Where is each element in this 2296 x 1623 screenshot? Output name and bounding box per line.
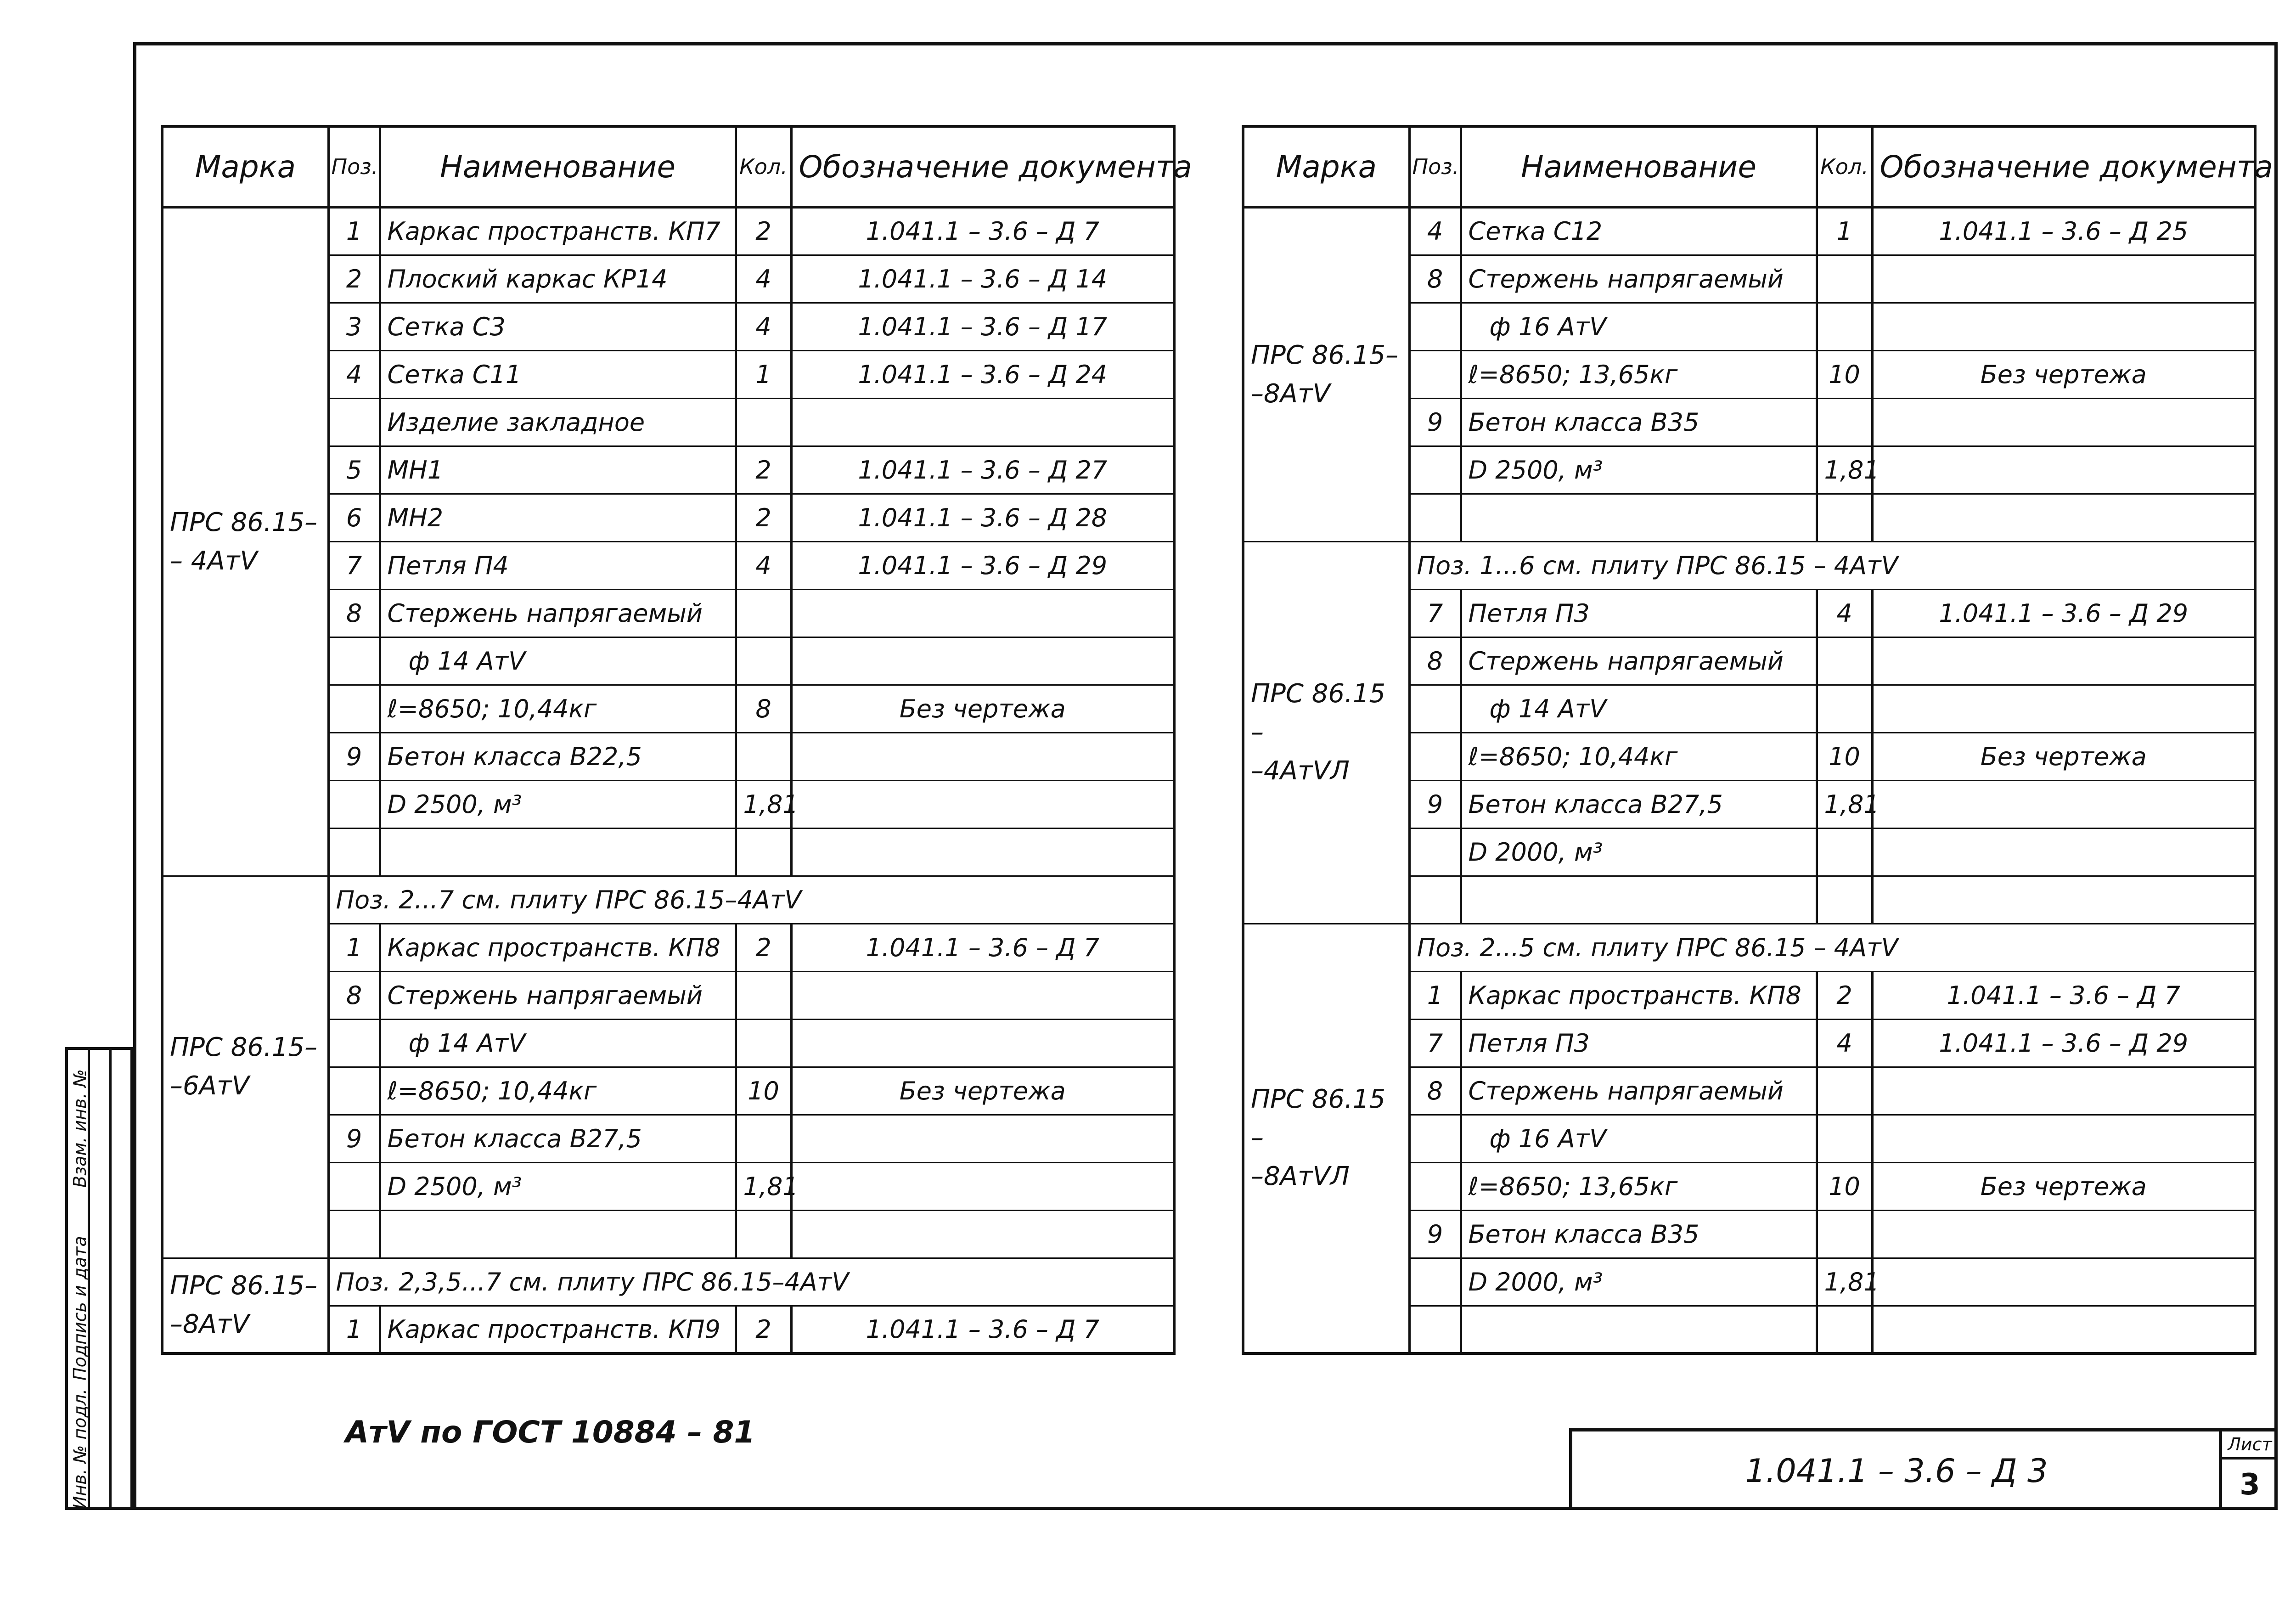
cell-doc: Без чертежа (791, 685, 1174, 733)
cell-name: Петля П3 (1461, 589, 1817, 637)
cell-qty (736, 637, 791, 685)
cell-name: МН2 (380, 494, 736, 541)
cell-pos (328, 1162, 380, 1210)
cell-pos: 8 (1409, 637, 1461, 685)
cell-pos (328, 685, 380, 733)
cell-name (380, 1210, 736, 1258)
cell-doc (1872, 255, 2255, 303)
group-caption: Поз. 1...6 см. плиту ПРС 86.15 – 4АтⅤ (1409, 541, 2255, 589)
cell-doc (1872, 1258, 2255, 1306)
cell-doc: 1.041.1 – 3.6 – Д 7 (791, 207, 1174, 255)
cell-name: D 2500, м³ (380, 1162, 736, 1210)
cell-doc (1872, 876, 2255, 924)
cell-qty: 2 (736, 207, 791, 255)
cell-doc (1872, 303, 2255, 350)
cell-qty: 1,81 (736, 1162, 791, 1210)
cell-pos: 7 (328, 541, 380, 589)
cell-name: ℓ=8650; 10,44кг (380, 685, 736, 733)
cell-doc: 1.041.1 – 3.6 – Д 7 (791, 1306, 1174, 1353)
cell-qty (736, 1019, 791, 1067)
cell-qty (736, 733, 791, 780)
cell-name: D 2500, м³ (380, 780, 736, 828)
cell-qty: 1,81 (1817, 446, 1872, 494)
cell-pos (1409, 685, 1461, 733)
cell-pos: 7 (1409, 1019, 1461, 1067)
cell-pos: 9 (1409, 780, 1461, 828)
cell-qty: 2 (736, 494, 791, 541)
cell-name: Бетон класса В27,5 (1461, 780, 1817, 828)
cell-doc: Без чертежа (1872, 350, 2255, 398)
cell-pos: 8 (328, 971, 380, 1019)
group-caption: Поз. 2,3,5...7 см. плиту ПРС 86.15–4АтⅤ (328, 1258, 1174, 1306)
cell-doc: 1.041.1 – 3.6 – Д 25 (1872, 207, 2255, 255)
cell-name: ф 16 АтⅤ (1461, 1115, 1817, 1162)
cell-pos: 9 (328, 733, 380, 780)
cell-qty: 4 (1817, 589, 1872, 637)
specification-table-left (161, 125, 1192, 1355)
cell-name: Стержень напрягаемый (380, 589, 736, 637)
cell-qty (736, 828, 791, 876)
cell-doc: 1.041.1 – 3.6 – Д 29 (1872, 1019, 2255, 1067)
cell-doc: Без чертежа (791, 1067, 1174, 1115)
mark-cell (162, 876, 328, 1258)
header-qty: Кол. (1817, 126, 1872, 207)
cell-doc: 1.041.1 – 3.6 – Д 7 (791, 924, 1174, 971)
cell-name: МН1 (380, 446, 736, 494)
cell-name: Петля П4 (380, 541, 736, 589)
cell-name: Каркас пространств. КП7 (380, 207, 736, 255)
mark-cell (1243, 924, 1409, 1353)
cell-doc: 1.041.1 – 3.6 – Д 14 (791, 255, 1174, 303)
cell-pos: 8 (1409, 1067, 1461, 1115)
side-stamp-inv-replace: Взам. инв. № (70, 1069, 90, 1188)
cell-qty: 10 (1817, 1162, 1872, 1210)
cell-qty: 2 (736, 446, 791, 494)
cell-doc (791, 780, 1174, 828)
cell-pos: 7 (1409, 589, 1461, 637)
cell-qty: 10 (1817, 350, 1872, 398)
cell-doc (791, 971, 1174, 1019)
mark-line: –8АтⅤЛ (1251, 1161, 1350, 1192)
cell-doc: 1.041.1 – 3.6 – Д 7 (1872, 971, 2255, 1019)
group-caption: Поз. 2...5 см. плиту ПРС 86.15 – 4АтⅤ (1409, 924, 2255, 971)
cell-qty: 4 (736, 303, 791, 350)
cell-name (1461, 494, 1817, 541)
header-name: Наименование (380, 126, 736, 207)
cell-doc (1872, 1067, 2255, 1115)
cell-name: Каркас пространств. КП8 (380, 924, 736, 971)
cell-pos (328, 1210, 380, 1258)
mark-line: – 4АтⅤ (170, 546, 258, 576)
cell-name: Стержень напрягаемый (1461, 255, 1817, 303)
cell-doc (791, 828, 1174, 876)
cell-doc (1872, 637, 2255, 685)
cell-pos (328, 828, 380, 876)
cell-name: Изделие закладное (380, 398, 736, 446)
cell-pos (1409, 303, 1461, 350)
cell-name: ф 14 АтⅤ (1461, 685, 1817, 733)
cell-name: Бетон класса В35 (1461, 398, 1817, 446)
cell-doc (791, 733, 1174, 780)
cell-doc: 1.041.1 – 3.6 – Д 24 (791, 350, 1174, 398)
cell-doc (1872, 1115, 2255, 1162)
cell-qty (736, 589, 791, 637)
cell-qty (1817, 303, 1872, 350)
cell-pos: 3 (328, 303, 380, 350)
cell-pos (328, 780, 380, 828)
cell-doc (1872, 780, 2255, 828)
header-doc: Обозначение документа (1872, 126, 2255, 207)
cell-qty: 2 (1817, 971, 1872, 1019)
cell-doc (791, 1210, 1174, 1258)
mark-line: ПРС 86.15 – (1251, 679, 1386, 747)
cell-qty: 4 (736, 541, 791, 589)
cell-pos (1409, 494, 1461, 541)
mark-line: –8АтⅤ (170, 1309, 249, 1340)
cell-pos: 8 (328, 589, 380, 637)
side-stamp-column (90, 1050, 112, 1507)
cell-pos (1409, 350, 1461, 398)
table-row (162, 207, 1174, 255)
cell-name: ℓ=8650; 13,65кг (1461, 1162, 1817, 1210)
group-caption-row (162, 876, 1174, 924)
cell-qty: 1,81 (736, 780, 791, 828)
cell-pos: 1 (1409, 971, 1461, 1019)
mark-cell (162, 1258, 328, 1353)
cell-pos (1409, 1162, 1461, 1210)
cell-pos (328, 398, 380, 446)
cell-doc (791, 637, 1174, 685)
table-header-row (1243, 126, 2255, 207)
title-block (1569, 1428, 2278, 1510)
cell-qty (1817, 255, 1872, 303)
cell-qty (1817, 398, 1872, 446)
cell-qty (1817, 1115, 1872, 1162)
cell-pos (1409, 446, 1461, 494)
side-stamp-signature-date: Подпись и дата (70, 1236, 90, 1381)
mark-line: ПРС 86.15– (170, 1271, 318, 1301)
cell-qty (1817, 828, 1872, 876)
side-stamp (65, 1047, 133, 1510)
cell-doc (1872, 494, 2255, 541)
cell-doc: 1.041.1 – 3.6 – Д 17 (791, 303, 1174, 350)
cell-qty: 8 (736, 685, 791, 733)
mark-line: ПРС 86.15– (1251, 340, 1399, 370)
cell-doc (1872, 685, 2255, 733)
cell-pos (1409, 1115, 1461, 1162)
cell-qty: 1,81 (1817, 780, 1872, 828)
cell-name: ℓ=8650; 10,44кг (1461, 733, 1817, 780)
cell-name: Петля П3 (1461, 1019, 1817, 1067)
mark-line: –8АтⅤ (1251, 378, 1330, 409)
cell-doc: 1.041.1 – 3.6 – Д 29 (1872, 589, 2255, 637)
cell-name: ф 14 АтⅤ (380, 637, 736, 685)
cell-pos: 9 (1409, 398, 1461, 446)
cell-doc: 1.041.1 – 3.6 – Д 29 (791, 541, 1174, 589)
mark-cell (1243, 541, 1409, 924)
mark-cell (1243, 207, 1409, 541)
cell-name: D 2500, м³ (1461, 446, 1817, 494)
cell-name: D 2000, м³ (1461, 1258, 1817, 1306)
cell-qty (1817, 1306, 1872, 1353)
mark-line: –6АтⅤ (170, 1071, 249, 1101)
cell-name: Бетон класса В35 (1461, 1210, 1817, 1258)
mark-line: ПРС 86.15 – (1251, 1084, 1386, 1153)
cell-pos: 4 (1409, 207, 1461, 255)
cell-qty: 10 (736, 1067, 791, 1115)
mark-line: ПРС 86.15– (170, 507, 318, 537)
cell-name: Плоский каркас КР14 (380, 255, 736, 303)
side-stamp-inv-orig: Инв. № подл. (70, 1388, 90, 1509)
cell-name (1461, 876, 1817, 924)
cell-pos: 5 (328, 446, 380, 494)
cell-pos (1409, 828, 1461, 876)
group-caption-row (162, 1258, 1174, 1306)
cell-qty (1817, 1210, 1872, 1258)
cell-qty (736, 398, 791, 446)
cell-qty (1817, 876, 1872, 924)
table-header-row (162, 126, 1174, 207)
cell-qty (1817, 637, 1872, 685)
cell-doc: 1.041.1 – 3.6 – Д 27 (791, 446, 1174, 494)
cell-pos (1409, 1306, 1461, 1353)
cell-doc (1872, 1306, 2255, 1353)
header-doc: Обозначение документа (791, 126, 1174, 207)
cell-qty: 1 (736, 350, 791, 398)
header-mark: Марка (1243, 126, 1409, 207)
table-row (1243, 207, 2255, 255)
cell-name: ℓ=8650; 13,65кг (1461, 350, 1817, 398)
cell-doc (791, 1115, 1174, 1162)
mark-line: –4АтⅤЛ (1251, 756, 1350, 786)
cell-pos (328, 637, 380, 685)
cell-doc (1872, 446, 2255, 494)
cell-qty (1817, 685, 1872, 733)
cell-pos: 6 (328, 494, 380, 541)
cell-qty: 1 (1817, 207, 1872, 255)
cell-doc (1872, 1210, 2255, 1258)
cell-pos (1409, 1258, 1461, 1306)
cell-qty (1817, 494, 1872, 541)
sheet-label: Лист (2222, 1431, 2278, 1460)
header-pos: Поз. (328, 126, 380, 207)
cell-qty (1817, 1067, 1872, 1115)
mark-cell (162, 207, 328, 876)
cell-name: Сетка С12 (1461, 207, 1817, 255)
cell-name: ℓ=8650; 10,44кг (380, 1067, 736, 1115)
cell-name: Сетка С11 (380, 350, 736, 398)
cell-qty (736, 971, 791, 1019)
cell-name: Стержень напрягаемый (1461, 637, 1817, 685)
cell-name (380, 828, 736, 876)
cell-name: ф 14 АтⅤ (380, 1019, 736, 1067)
group-caption: Поз. 2...7 см. плиту ПРС 86.15–4АтⅤ (328, 876, 1174, 924)
cell-pos: 1 (328, 207, 380, 255)
cell-doc (791, 398, 1174, 446)
cell-name: Стержень напрягаемый (380, 971, 736, 1019)
header-name: Наименование (1461, 126, 1817, 207)
cell-doc (791, 589, 1174, 637)
cell-pos: 4 (328, 350, 380, 398)
cell-qty (736, 1115, 791, 1162)
cell-doc (1872, 828, 2255, 876)
group-caption-row (1243, 924, 2255, 971)
cell-name: Бетон класса В27,5 (380, 1115, 736, 1162)
group-caption-row (1243, 541, 2255, 589)
cell-name: Каркас пространств. КП8 (1461, 971, 1817, 1019)
cell-name: Бетон класса В22,5 (380, 733, 736, 780)
cell-qty: 4 (1817, 1019, 1872, 1067)
cell-pos (1409, 876, 1461, 924)
document-code: 1.041.1 – 3.6 – Д 3 (1745, 1452, 2048, 1490)
steel-standard-note: АтⅤ по ГОСТ 10884 – 81 (345, 1414, 755, 1450)
cell-qty: 2 (736, 1306, 791, 1353)
sheet-number: 3 (2240, 1468, 2260, 1502)
cell-pos (1409, 733, 1461, 780)
cell-pos: 1 (328, 1306, 380, 1353)
cell-qty: 10 (1817, 733, 1872, 780)
cell-qty: 2 (736, 924, 791, 971)
cell-qty: 1,81 (1817, 1258, 1872, 1306)
cell-name: Сетка С3 (380, 303, 736, 350)
cell-pos (328, 1019, 380, 1067)
cell-pos: 2 (328, 255, 380, 303)
cell-doc: Без чертежа (1872, 1162, 2255, 1210)
cell-name (1461, 1306, 1817, 1353)
header-qty: Кол. (736, 126, 791, 207)
mark-line: ПРС 86.15– (170, 1032, 318, 1062)
cell-doc (791, 1162, 1174, 1210)
cell-qty (736, 1210, 791, 1258)
cell-doc (1872, 398, 2255, 446)
cell-pos: 1 (328, 924, 380, 971)
cell-name: D 2000, м³ (1461, 828, 1817, 876)
specification-table-right (1242, 125, 2273, 1355)
cell-name: Каркас пространств. КП9 (380, 1306, 736, 1353)
cell-pos: 8 (1409, 255, 1461, 303)
cell-pos: 9 (328, 1115, 380, 1162)
cell-doc: Без чертежа (1872, 733, 2255, 780)
cell-pos (328, 1067, 380, 1115)
header-mark: Марка (162, 126, 328, 207)
sheet-box (2219, 1431, 2278, 1510)
cell-name: ф 16 АтⅤ (1461, 303, 1817, 350)
cell-name: Стержень напрягаемый (1461, 1067, 1817, 1115)
header-pos: Поз. (1409, 126, 1461, 207)
cell-pos: 9 (1409, 1210, 1461, 1258)
cell-doc (791, 1019, 1174, 1067)
cell-doc: 1.041.1 – 3.6 – Д 28 (791, 494, 1174, 541)
cell-qty: 4 (736, 255, 791, 303)
